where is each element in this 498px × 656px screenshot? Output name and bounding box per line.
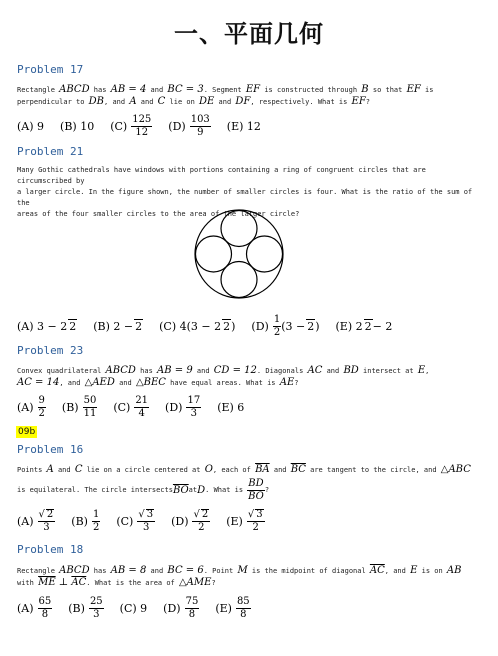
choice-b: (B) 10 bbox=[60, 119, 95, 133]
problem-21-heading: Problem 21 bbox=[17, 145, 84, 158]
choice-c: (C) $\frac{21}{4}$ bbox=[113, 394, 149, 419]
choice-d: (D) $\frac{75}{8}$ bbox=[163, 595, 199, 620]
choice-e: (E) 12 bbox=[226, 119, 261, 133]
highlight-tag: 09b bbox=[18, 427, 36, 437]
problem-21-choices bbox=[17, 311, 487, 341]
problem-17-text: Rectangle ABCD has AB = 4 and BC = 3. Segment EF is constructed through B so that EF is perpendicular to DB, and A and C lie on DE and DF, respectively. What is EF? bbox=[17, 84, 434, 107]
choice-d: (D) $\frac{1}{2}$ (3 − 2 ) bbox=[251, 313, 320, 338]
choice-e: (E) 6 bbox=[217, 400, 245, 414]
problem-23-text: Convex quadrilateral ABCD has AB = 9 and CD = 12. Diagonals AC and BD intersect at E, AC = 14, and △AED and △BEC have equal areas. What is AE? bbox=[17, 365, 430, 388]
problem-18-text: Rectangle ABCD has AB = 8 and BC = 6. Point M is the midpoint of diagonal $\overline{AC}$, and E is on AB with $\overline{ME}$ ⊥ $\overline{AC}$. What is the area of △AME? bbox=[17, 565, 462, 588]
choice-a: (A) $\frac{9}{2}$ bbox=[17, 394, 45, 419]
problem-21-text: Many Gothic cathedrals have windows with portions containing a ring of congruent circles that are circumscribed by a larger circle. In the figure shown, the number of smaller circles is four. What is the ratio of the sum of the areas of the four smaller circles to the area of the larger circle? bbox=[17, 166, 473, 218]
choice-a: (A) 3 − 2 2 bbox=[17, 319, 77, 333]
choice-d: (D) $\frac{√ 2}{2}$ bbox=[171, 509, 209, 533]
problem-16-heading: Problem 16 bbox=[17, 443, 84, 456]
problem-23-choices bbox=[17, 392, 487, 422]
choice-e: (E) $\frac{85}{8}$ bbox=[215, 595, 250, 620]
choice-b: (B) $\frac{50}{11}$ bbox=[61, 394, 97, 419]
choice-e: (E) $\frac{√ 3}{2}$ bbox=[226, 509, 263, 533]
problem-16-text: Points A and C lie on a circle centered at O, each of $\overline{BA}$ and $\overline{BC}$ are tangent to the circle, and △ABC is equilateral. The circle intersects $\overline{BO}$ at D . What is $\frac{BD}{BO}$ ? bbox=[17, 464, 471, 502]
choice-b: (B) $\frac{1}{2}$ bbox=[71, 508, 100, 533]
choice-c: (C) $\frac{√ 3}{3}$ bbox=[116, 509, 154, 533]
choice-d: (D) $\frac{103}{9}$ bbox=[168, 113, 210, 138]
choice-c: (C) 4(3 − 2 2 ) bbox=[159, 319, 236, 333]
problem-17-heading: Problem 17 bbox=[17, 63, 84, 76]
choice-a: (A) $\frac{65}{8}$ bbox=[17, 595, 52, 620]
choice-d: (D) $\frac{17}{3}$ bbox=[165, 394, 201, 419]
choice-e: (E) 2 2 − 2 bbox=[335, 319, 393, 333]
choice-a: (A) $\frac{√ 2}{3}$ bbox=[17, 509, 54, 533]
choice-b: (B) 2 − 2 bbox=[93, 319, 143, 333]
choice-c: (C) 9 bbox=[119, 601, 148, 615]
page-title: 一、平面几何 bbox=[174, 20, 324, 48]
problem-18-choices bbox=[17, 593, 487, 623]
gothic-window-figure bbox=[193, 208, 285, 300]
choice-b: (B) $\frac{25}{3}$ bbox=[68, 595, 103, 620]
problem-17-choices bbox=[17, 111, 487, 141]
problem-23-heading: Problem 23 bbox=[17, 344, 84, 357]
problem-16-choices bbox=[17, 506, 487, 536]
problem-18-heading: Problem 18 bbox=[17, 543, 84, 556]
choice-c: (C) $\frac{125}{12}$ bbox=[110, 113, 152, 138]
choice-a: (A) 9 bbox=[17, 119, 45, 133]
